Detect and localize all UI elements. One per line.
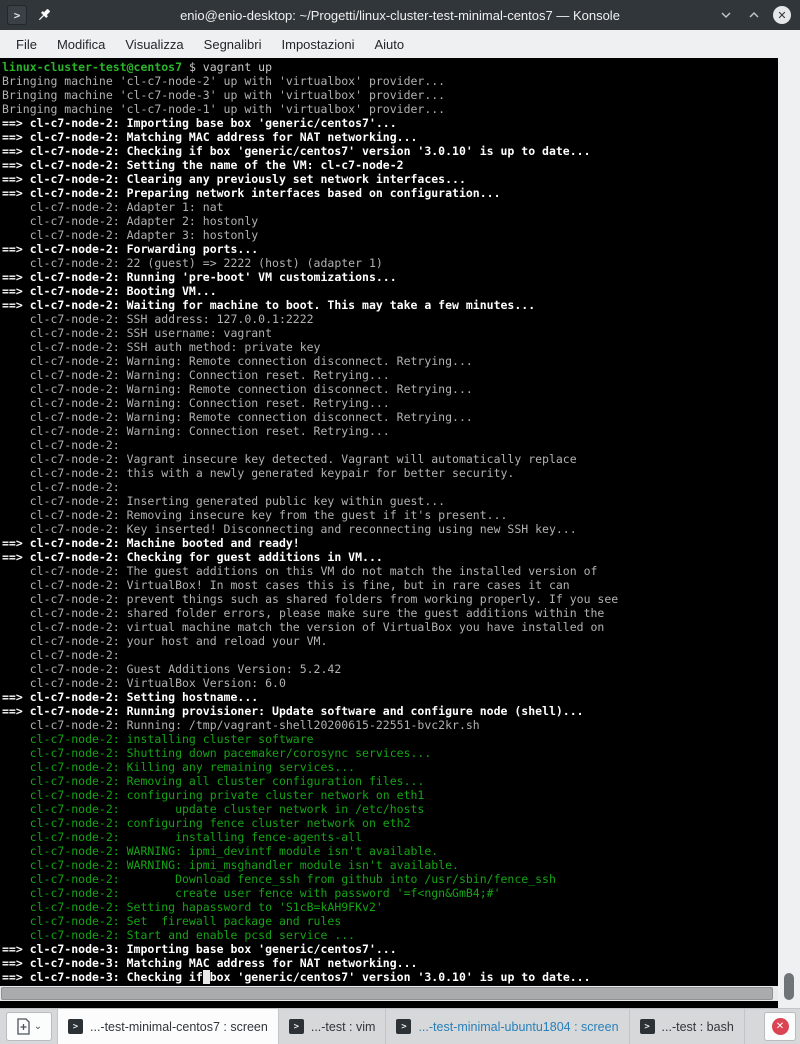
terminal-line: cl-c7-node-2: Set firewall package and rules — [2, 914, 342, 928]
terminal-line: cl-c7-node-2: WARNING: ipmi_devintf module isn't available. — [2, 844, 439, 858]
tab-label: ...-test : vim — [310, 1019, 376, 1034]
terminal-line: cl-c7-node-2: Warning: Connection reset. Retrying... — [2, 424, 390, 438]
terminal-line: linux-cluster-test@centos7 $ vagrant up — [2, 60, 273, 74]
terminal-line: cl-c7-node-2: Warning: Connection reset. Retrying... — [2, 396, 390, 410]
menu-item-aiuto[interactable]: Aiuto — [374, 36, 405, 52]
terminal-line: cl-c7-node-2: shared folder errors, please make sure the guest additions within the — [2, 606, 605, 620]
terminal-line: cl-c7-node-2: Vagrant insecure key detected. Vagrant will automatically replace — [2, 452, 577, 466]
horizontal-scrollbar[interactable] — [0, 985, 778, 1001]
terminal-line: ==> cl-c7-node-3: Checking if box 'generic/centos7' version '3.0.10' is up to date... — [2, 970, 591, 984]
tab-label: ...-test-minimal-centos7 : screen — [90, 1019, 268, 1034]
terminal-line: cl-c7-node-2: SSH username: vagrant — [2, 326, 273, 340]
tab-list — [57, 1009, 764, 1044]
terminal-line: ==> cl-c7-node-2: Booting VM... — [2, 284, 217, 298]
new-tab-button[interactable] — [6, 1012, 52, 1041]
terminal-line: cl-c7-node-2: installing cluster software — [2, 732, 314, 746]
new-tab-icon — [16, 1018, 31, 1035]
terminal-line: cl-c7-node-2: installing fence-agents-all — [2, 830, 363, 844]
terminal-line: ==> cl-c7-node-2: Running provisioner: Update software and configure node (shell)... — [2, 704, 584, 718]
terminal-line: cl-c7-node-2: this with a newly generated keypair for better security. — [2, 466, 515, 480]
menu-item-visualizza[interactable]: Visualizza — [125, 36, 184, 52]
terminal-line: cl-c7-node-2: Key inserted! Disconnecting and reconnecting using new SSH key... — [2, 522, 577, 536]
minimize-button[interactable] — [717, 6, 735, 24]
terminal-line: cl-c7-node-2: Guest Additions Version: 5.2.42 — [2, 662, 342, 676]
terminal-line: cl-c7-node-2: Warning: Connection reset. Retrying... — [2, 368, 390, 382]
pin-icon[interactable] — [36, 7, 52, 23]
terminal-line: cl-c7-node-2: VirtualBox! In most cases this is fine, but in rare cases it can — [2, 578, 570, 592]
menu-item-file[interactable]: File — [16, 36, 37, 52]
terminal-line: ==> cl-c7-node-2: Forwarding ports... — [2, 242, 259, 256]
terminal-line: cl-c7-node-2: Adapter 3: hostonly — [2, 228, 259, 242]
vertical-scrollbar[interactable] — [778, 58, 800, 1008]
terminal-line: ==> cl-c7-node-2: Importing base box 'generic/centos7'... — [2, 116, 397, 130]
title-bar[interactable] — [0, 0, 800, 30]
tab-2[interactable] — [279, 1009, 387, 1044]
vertical-scrollbar-thumb[interactable] — [784, 973, 794, 1000]
terminal-line: ==> cl-c7-node-2: Checking for guest additions in VM... — [2, 550, 383, 564]
terminal-bottom-strip — [0, 1001, 778, 1008]
terminal-line: ==> cl-c7-node-2: Checking if box 'generic/centos7' version '3.0.10' is up to date... — [2, 144, 591, 158]
window-title: enio@enio-desktop: ~/Progetti/linux-cluster-test-minimal-centos7 — Konsole — [180, 7, 620, 23]
terminal-line: cl-c7-node-2: Setting hapassword to 'S1cB=kAH9FKv2' — [2, 900, 383, 914]
new-tab-chevron-down-icon: ⌄ — [33, 1021, 43, 1032]
menu-bar — [0, 30, 800, 58]
terminal-line: cl-c7-node-2: configuring fence cluster network on eth2 — [2, 816, 411, 830]
terminal-line: cl-c7-node-2: update cluster network in /etc/hosts — [2, 802, 425, 816]
terminal-line: cl-c7-node-2: The guest additions on this VM do not match the installed version of — [2, 564, 598, 578]
tab-4[interactable] — [630, 1009, 745, 1044]
terminal-line: cl-c7-node-2: create user fence with password '=f<ngn&GmB4;#' — [2, 886, 501, 900]
terminal-line: cl-c7-node-2: Inserting generated public key within guest... — [2, 494, 446, 508]
tab-1[interactable] — [57, 1009, 279, 1044]
terminal-line: ==> cl-c7-node-3: Matching MAC address for NAT networking... — [2, 956, 418, 970]
terminal-tab-icon: > — [640, 1019, 655, 1034]
menu-item-modifica[interactable]: Modifica — [56, 36, 106, 52]
tab-bar — [0, 1008, 800, 1044]
terminal-line: ==> cl-c7-node-2: Running 'pre-boot' VM customizations... — [2, 270, 397, 284]
terminal-line: cl-c7-node-2: Removing insecure key from the guest if it's present... — [2, 508, 508, 522]
terminal-line: cl-c7-node-2: SSH address: 127.0.0.1:2222 — [2, 312, 314, 326]
terminal-line: ==> cl-c7-node-2: Matching MAC address for NAT networking... — [2, 130, 418, 144]
terminal-line: cl-c7-node-2: Warning: Remote connection disconnect. Retrying... — [2, 354, 473, 368]
terminal-line: cl-c7-node-2: Warning: Remote connection disconnect. Retrying... — [2, 382, 473, 396]
terminal-output[interactable] — [0, 58, 778, 985]
terminal-line: cl-c7-node-2: Adapter 2: hostonly — [2, 214, 259, 228]
terminal-line: ==> cl-c7-node-2: Preparing network interfaces based on configuration... — [2, 186, 501, 200]
maximize-button[interactable] — [745, 6, 763, 24]
terminal-line: cl-c7-node-2: SSH auth method: private key — [2, 340, 321, 354]
tab-label: ...-test-minimal-ubuntu1804 : screen — [418, 1019, 619, 1034]
terminal-line: cl-c7-node-2: Removing all cluster configuration files... — [2, 774, 425, 788]
terminal-line: Bringing machine 'cl-c7-node-2' up with 'virtualbox' provider... — [2, 74, 446, 88]
terminal-line: cl-c7-node-2: Shutting down pacemaker/corosync services... — [2, 746, 432, 760]
terminal-line: ==> cl-c7-node-2: Clearing any previously set network interfaces... — [2, 172, 466, 186]
tab-3[interactable] — [386, 1009, 629, 1044]
terminal-line: ==> cl-c7-node-3: Importing base box 'generic/centos7'... — [2, 942, 397, 956]
terminal-line: cl-c7-node-2: Start and enable pcsd service ... — [2, 928, 356, 942]
terminal-line: cl-c7-node-2: Killing any remaining services... — [2, 760, 356, 774]
terminal-line: cl-c7-node-2: your host and reload your VM. — [2, 634, 328, 648]
terminal-cursor — [203, 970, 210, 984]
horizontal-scrollbar-thumb[interactable] — [1, 987, 773, 1000]
menu-item-impostazioni[interactable]: Impostazioni — [281, 36, 355, 52]
terminal-line: cl-c7-node-2: virtual machine match the version of VirtualBox you have installed on — [2, 620, 605, 634]
menu-item-segnalibri[interactable]: Segnalibri — [203, 36, 262, 52]
terminal-line: cl-c7-node-2: configuring private cluster network on eth1 — [2, 788, 425, 802]
konsole-app-icon: > — [7, 5, 27, 25]
close-tab-button[interactable] — [764, 1012, 796, 1041]
terminal-line: cl-c7-node-2: Warning: Remote connection disconnect. Retrying... — [2, 410, 473, 424]
terminal-line: cl-c7-node-2: 22 (guest) => 2222 (host) (adapter 1) — [2, 256, 383, 270]
terminal-line: cl-c7-node-2: Adapter 1: nat — [2, 200, 224, 214]
shell-prompt: linux-cluster-test@centos7 — [2, 60, 183, 74]
terminal-tab-icon: > — [289, 1019, 304, 1034]
terminal-tab-icon: > — [68, 1019, 83, 1034]
terminal-line: cl-c7-node-2: VirtualBox Version: 6.0 — [2, 676, 286, 690]
terminal-line: cl-c7-node-2: Download fence_ssh from github into /usr/sbin/fence_ssh — [2, 872, 556, 886]
terminal-line: ==> cl-c7-node-2: Setting the name of the VM: cl-c7-node-2 — [2, 158, 404, 172]
terminal-line: ==> cl-c7-node-2: Machine booted and ready! — [2, 536, 300, 550]
terminal-line: ==> cl-c7-node-2: Waiting for machine to boot. This may take a few minutes... — [2, 298, 536, 312]
terminal-tab-icon: > — [396, 1019, 411, 1034]
terminal-line: cl-c7-node-2: — [2, 648, 127, 662]
close-tab-icon: ✕ — [772, 1018, 789, 1035]
terminal-line: cl-c7-node-2: WARNING: ipmi_msghandler module isn't available. — [2, 858, 459, 872]
terminal-line: Bringing machine 'cl-c7-node-3' up with 'virtualbox' provider... — [2, 88, 446, 102]
close-window-button[interactable]: ✕ — [773, 6, 791, 24]
terminal-line: cl-c7-node-2: Running: /tmp/vagrant-shell20200615-22551-bvc2kr.sh — [2, 718, 480, 732]
terminal-line: cl-c7-node-2: prevent things such as shared folders from working properly. If you see — [2, 592, 619, 606]
terminal-line: Bringing machine 'cl-c7-node-1' up with 'virtualbox' provider... — [2, 102, 446, 116]
tab-label: ...-test : bash — [661, 1019, 734, 1034]
terminal-line: ==> cl-c7-node-2: Setting hostname... — [2, 690, 259, 704]
terminal-line: cl-c7-node-2: — [2, 438, 127, 452]
terminal-line: cl-c7-node-2: — [2, 480, 127, 494]
